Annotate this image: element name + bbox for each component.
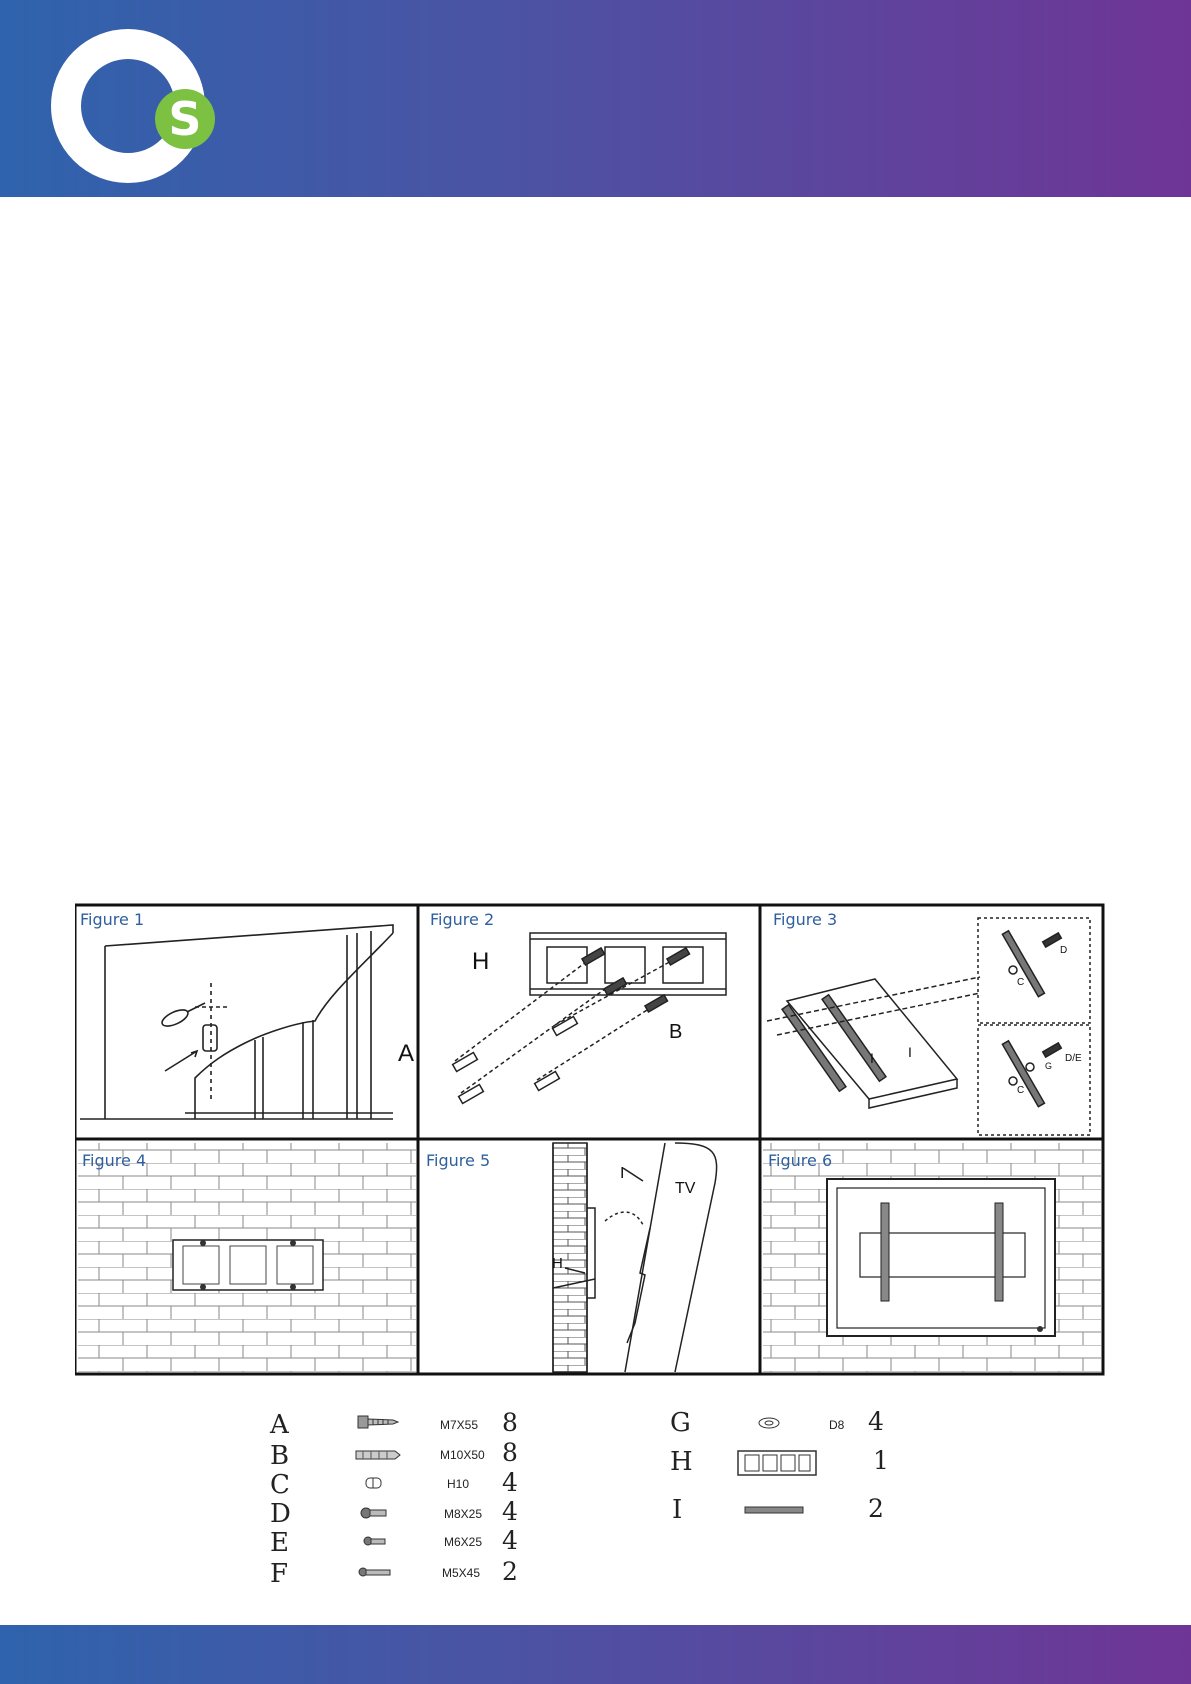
figure-1-label: Figure 1 bbox=[80, 910, 145, 929]
part-f-letter: F bbox=[270, 1559, 289, 1589]
callout-h-side: H bbox=[552, 1255, 563, 1272]
callout-tv: TV bbox=[675, 1180, 696, 1197]
company-logo bbox=[48, 26, 228, 186]
part-h-qty: 1 bbox=[873, 1446, 889, 1475]
part-g-letter: G bbox=[670, 1408, 691, 1438]
part-d-size: M8X25 bbox=[444, 1507, 483, 1521]
callout-d: D bbox=[1060, 945, 1068, 956]
figure-6-drawing bbox=[763, 1143, 1101, 1372]
figure-4-drawing bbox=[78, 1143, 416, 1372]
spacer-icon bbox=[364, 1476, 384, 1490]
callout-c-bottom: C bbox=[1017, 1085, 1025, 1096]
part-a-letter: A bbox=[270, 1410, 289, 1440]
part-f-size: M5X45 bbox=[442, 1566, 481, 1580]
part-c-size: H10 bbox=[447, 1477, 470, 1491]
part-a-qty: 8 bbox=[502, 1408, 518, 1437]
part-b-letter: B bbox=[270, 1441, 290, 1471]
bolt-small-icon bbox=[363, 1535, 387, 1547]
part-b-size: M10X50 bbox=[440, 1448, 485, 1462]
figure-1-drawing bbox=[80, 925, 393, 1119]
figure-5-label: Figure 5 bbox=[426, 1151, 491, 1170]
callout-b: B bbox=[669, 1021, 683, 1043]
wood-screw-icon bbox=[357, 1413, 399, 1431]
installation-figures bbox=[75, 903, 1105, 1376]
wall-plate-icon bbox=[737, 1450, 817, 1476]
part-d-letter: D bbox=[270, 1499, 291, 1529]
header-band bbox=[0, 0, 1191, 197]
part-c-qty: 4 bbox=[502, 1468, 518, 1497]
callout-g: G bbox=[1045, 1061, 1053, 1071]
figure-3-drawing bbox=[767, 918, 1090, 1135]
part-e-size: M6X25 bbox=[444, 1535, 483, 1549]
callout-i-left: I bbox=[870, 1050, 874, 1066]
callout-h: H bbox=[472, 948, 490, 975]
long-bolt-icon bbox=[358, 1566, 392, 1578]
figure-5-drawing bbox=[553, 1143, 717, 1372]
part-b-qty: 8 bbox=[502, 1438, 518, 1467]
part-d-qty: 4 bbox=[502, 1497, 518, 1526]
figure-2-label: Figure 2 bbox=[430, 910, 495, 929]
bracket-arm-icon bbox=[744, 1504, 804, 1516]
figure-4-label: Figure 4 bbox=[82, 1151, 147, 1170]
logo-letter: S bbox=[168, 92, 202, 146]
figures-grid bbox=[75, 903, 1105, 1376]
part-e-letter: E bbox=[270, 1528, 289, 1558]
wall-anchor-icon bbox=[355, 1448, 401, 1462]
part-f-qty: 2 bbox=[502, 1557, 518, 1586]
part-i-letter: I bbox=[672, 1495, 683, 1525]
callout-c-top: C bbox=[1017, 977, 1025, 988]
bolt-icon bbox=[360, 1506, 388, 1520]
figure-6-label: Figure 6 bbox=[768, 1151, 833, 1170]
callout-de: D/E bbox=[1065, 1053, 1082, 1064]
part-g-size: D8 bbox=[829, 1418, 845, 1432]
part-a-size: M7X55 bbox=[440, 1418, 479, 1432]
callout-a: A bbox=[398, 1040, 415, 1067]
part-g-qty: 4 bbox=[868, 1407, 884, 1436]
footer-band bbox=[0, 1625, 1191, 1684]
figure-3-label: Figure 3 bbox=[773, 910, 838, 929]
part-i-qty: 2 bbox=[868, 1494, 884, 1523]
washer-icon bbox=[757, 1416, 781, 1430]
callout-i: I bbox=[620, 1165, 625, 1182]
part-e-qty: 4 bbox=[502, 1526, 518, 1555]
part-h-letter: H bbox=[670, 1447, 693, 1477]
callout-i-right: I bbox=[908, 1044, 912, 1060]
figure-2-drawing bbox=[453, 933, 726, 1103]
part-c-letter: C bbox=[270, 1470, 290, 1500]
